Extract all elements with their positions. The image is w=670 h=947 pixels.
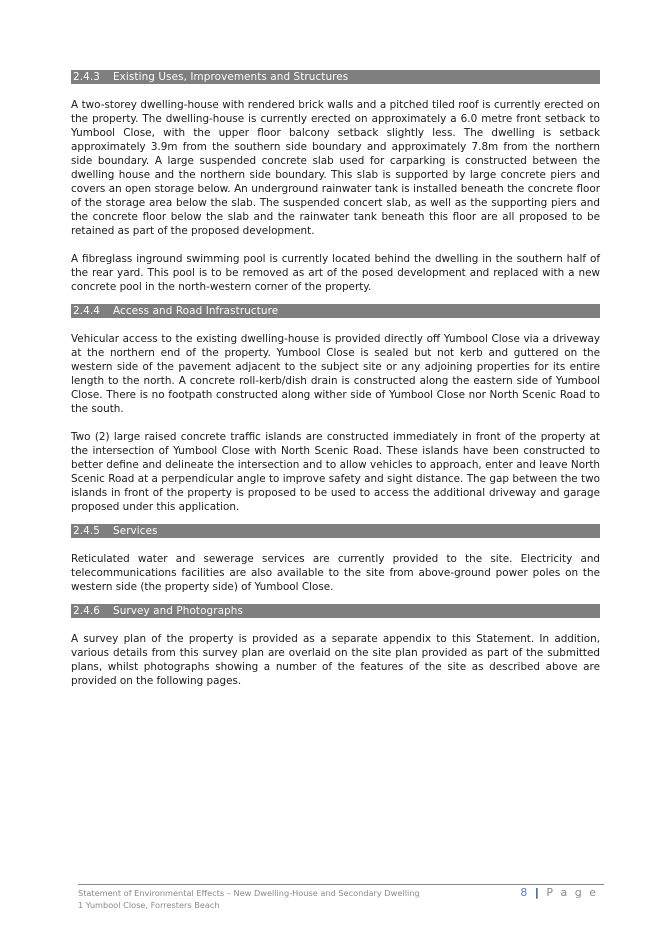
page-footer xyxy=(78,884,604,911)
section-title: Access and Road Infrastructure xyxy=(113,305,279,317)
footer-address: 1 Yumbool Close, Forresters Beach xyxy=(78,900,220,910)
section-heading xyxy=(71,524,600,538)
section-number: 2.4.6 xyxy=(73,605,100,617)
section-heading xyxy=(71,604,600,618)
paragraph: A fibreglass inground swimming pool is currently located behind the dwelling in the southern half of the rear yard. This pool is to be removed as art of the posed development and replaced with a new concrete pool in the north-western corner of the property. xyxy=(71,253,600,293)
paragraph: Reticulated water and sewerage services are currently provided to the site. Electricity and telecommunications facilities are also available to the site from above-ground power poles on the western side (the property side) of Yumbool Close. xyxy=(71,553,600,593)
paragraph: Vehicular access to the existing dwelling-house is provided directly off Yumbool Close via a driveway at the northern end of the property. Yumbool Close is sealed but not kerb and guttered on the western side of the pavement adjacent to the subject site or any adjoining properties for its entire length to the north. A concrete roll-kerb/dish drain is constructed along the eastern side of Yumbool Close. There is no footpath constructed along wither side of Yumbool Close nor North Scenic Road to the south. xyxy=(71,333,600,415)
footer-document-title: Statement of Environmental Effects – New Dwelling-House and Secondary Dwelling xyxy=(78,888,420,898)
paragraph: A survey plan of the property is provided as a separate appendix to this Statement. In addition, various details from this survey plan are overlaid on the site plan provided as part of the submitted plans, whilst photographs showing a number of the features of the site as described above are provided on the following pages. xyxy=(71,633,600,687)
section-title: Services xyxy=(113,525,158,537)
section-title: Existing Uses, Improvements and Structures xyxy=(113,71,349,83)
paragraph: Two (2) large raised concrete traffic islands are constructed immediately in front of the property at the intersection of Yumbool Close with North Scenic Road. These islands have been constructed to better define and delineate the intersection and to allow vehicles to approach, enter and leave North Scenic Road at a perpendicular angle to improve safety and sight distance. The gap between the two islands in front of the property is proposed to be used to access the additional driveway and garage proposed under this application. xyxy=(71,431,600,513)
page-label: P a g e xyxy=(546,886,598,899)
section-title: Survey and Photographs xyxy=(113,605,243,617)
footer-page-indicator xyxy=(520,886,598,900)
section-heading xyxy=(71,70,600,84)
paragraph: A two-storey dwelling-house with rendered brick walls and a pitched tiled roof is currently erected on the property. The dwelling-house is currently erected on approximately a 6.0 metre front setback to Yumbool Close, with the upper floor balcony setback slightly less. The dwelling is setback approximately 3.9m from the southern side boundary and approximately 7.8m from the northern side boundary. A large suspended concrete slab used for carparking is constructed between the dwelling house and the northern side boundary. This slab is supported by large concrete piers and covers an open storage below. An underground rainwater tank is installed beneath the concrete floor of the storage area below the slab. The suspended concert slab, as well as the supporting piers and the concrete floor below the slab and the rainwater tank beneath this floor are all proposed to be retained as part of the proposed development. xyxy=(71,99,600,237)
page-content xyxy=(71,70,600,688)
section-number: 2.4.4 xyxy=(73,305,100,317)
section-number: 2.4.3 xyxy=(73,71,100,83)
page-separator: | xyxy=(534,886,541,899)
section-heading xyxy=(71,304,600,318)
page-number: 8 xyxy=(520,886,530,899)
section-number: 2.4.5 xyxy=(73,525,100,537)
